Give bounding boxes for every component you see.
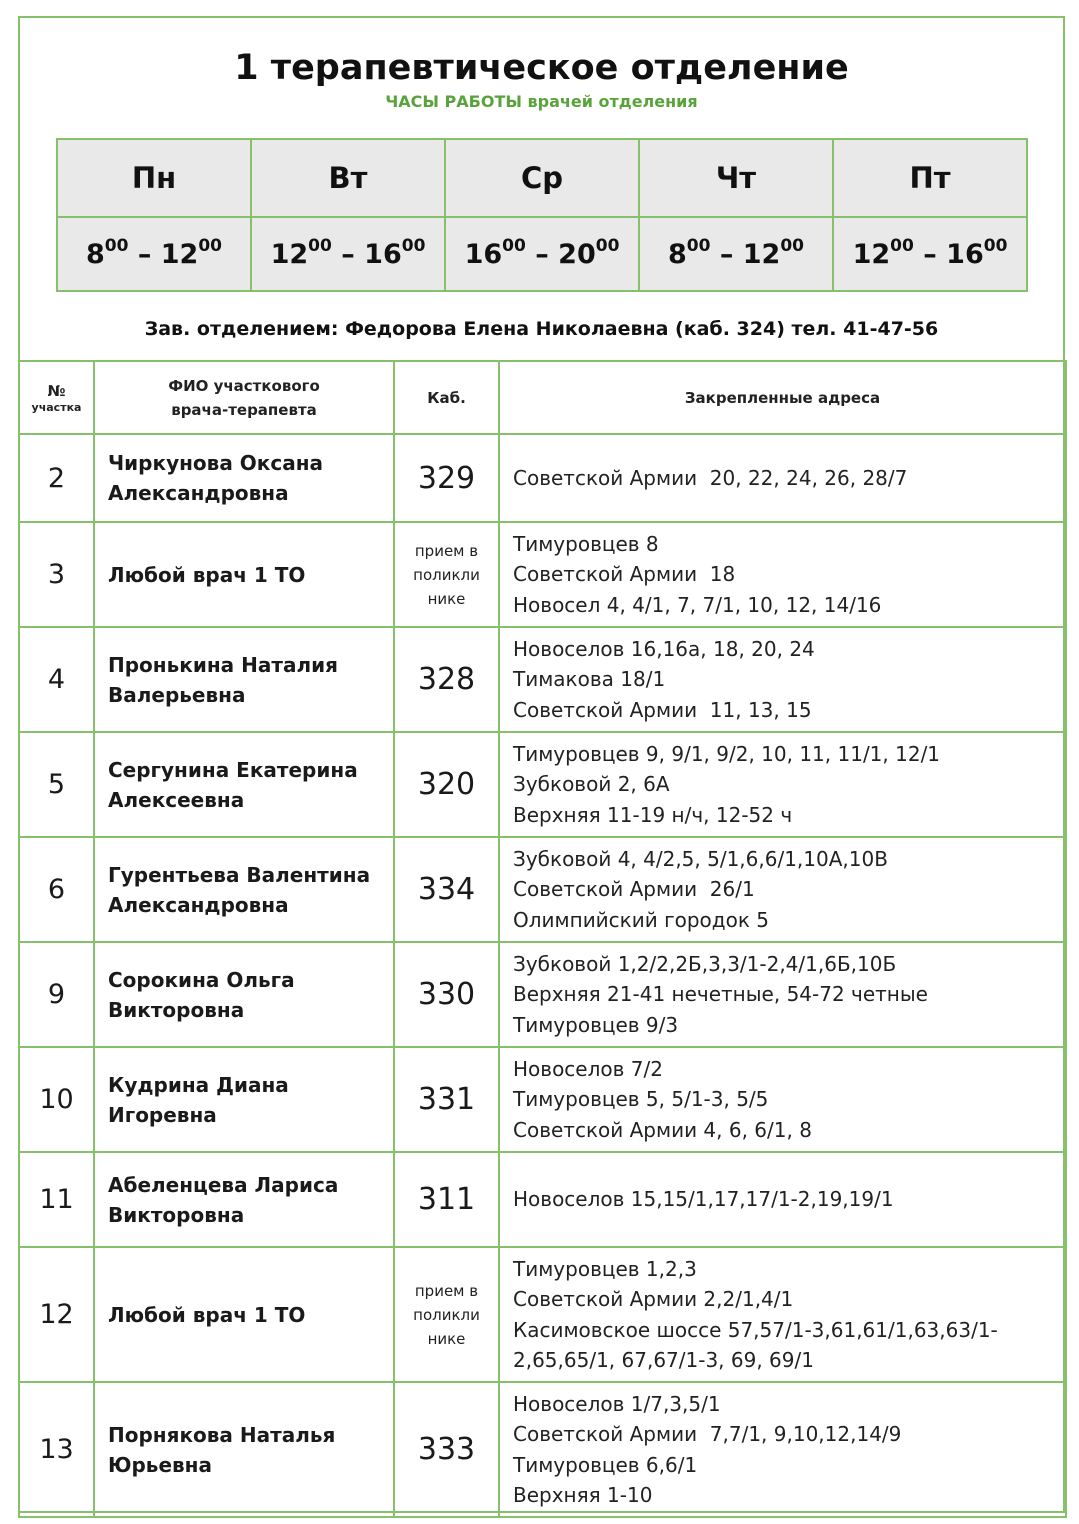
doctor-name [94, 1047, 394, 1152]
hours-end: 20 [558, 238, 596, 270]
row-number: 10 [19, 1047, 94, 1152]
table-header-row [19, 361, 1066, 434]
table-row [19, 1047, 1066, 1152]
room-number: 330 [394, 942, 499, 1047]
hours-end-sup: 00 [595, 235, 620, 256]
address-line: Тимуровцев 9, 9/1, 9/2, 10, 11, 11/1, 12/1 [513, 741, 941, 766]
address-line: Новосел 4, 4/1, 7, 7/1, 10, 12, 14/16 [513, 592, 882, 617]
hours-start: 12 [852, 238, 891, 270]
room-number: 311 [394, 1152, 499, 1247]
header [20, 18, 1063, 362]
row-number: 6 [19, 837, 94, 942]
room-number: 331 [394, 1047, 499, 1152]
hours-start-sup: 00 [308, 235, 332, 256]
day-cell: Пн [57, 139, 251, 217]
hours-start: 16 [464, 238, 503, 270]
doctor-name-line: Валерьевна [108, 682, 246, 707]
address-line: Верхняя 1-10 [513, 1483, 653, 1507]
doctor-name-line: Чиркунова Оксана [108, 451, 324, 475]
doctor-name-line: Абеленцева Лариса [108, 1172, 339, 1197]
doctor-name [94, 1247, 394, 1382]
table-row [19, 1247, 1066, 1382]
doctor-name-line: Пронькина Наталия [108, 652, 338, 677]
hours-dash: – [525, 238, 559, 270]
header-addresses: Закрепленные адреса [499, 361, 1066, 434]
assigned-addresses [499, 1152, 1066, 1247]
room-number: прием в поликли нике [394, 1247, 499, 1382]
address-line: Новоселов 15,15/1,17,17/1-2,19,19/1 [513, 1187, 894, 1212]
header-num [19, 361, 94, 434]
doctor-name [94, 434, 394, 522]
doctor-name-line: Кудрина Диана [108, 1072, 289, 1097]
hours-end: 16 [364, 238, 402, 270]
hours-dash: – [913, 238, 947, 270]
address-line: Тимуровцев 8 [513, 531, 659, 556]
doctor-name-line: Любой врач 1 ТО [108, 562, 306, 587]
table-row [19, 627, 1066, 732]
header-num-symbol: № [47, 381, 66, 400]
address-line: Советской Армии 18 [513, 562, 736, 587]
hours-end-sup: 00 [983, 235, 1008, 256]
hours-dash: – [710, 238, 743, 270]
hours-start-sup: 00 [686, 235, 711, 256]
doctor-name [94, 1152, 394, 1247]
doctor-name-line: Александровна [108, 481, 289, 505]
times-row [57, 217, 1027, 291]
doctor-name [94, 732, 394, 837]
hours-start: 8 [85, 238, 105, 270]
doctor-name [94, 837, 394, 942]
room-number: 334 [394, 837, 499, 942]
doctor-name-line: Порнякова Наталья [108, 1422, 336, 1447]
day-cell: Чт [639, 139, 833, 217]
hours-end: 12 [160, 238, 199, 270]
address-line: Тимакова 18/1 [513, 667, 666, 692]
address-line: Касимовское шоссе 57,57/1-3,61,61/1,63,63/1- [513, 1317, 998, 1342]
doctor-name-line: Викторовна [108, 1202, 245, 1227]
address-line: Новоселов 1/7,3,5/1 [513, 1391, 721, 1416]
row-number: 11 [19, 1152, 94, 1247]
doctor-name-line: Алексеевна [108, 787, 245, 812]
hours-start: 12 [270, 238, 309, 270]
doctors-table [18, 360, 1067, 1518]
row-number: 2 [19, 434, 94, 522]
doctor-name-line: Сергунина Екатерина [108, 757, 358, 782]
table-row [19, 434, 1066, 522]
table-row [19, 522, 1066, 627]
hours-cell [57, 217, 251, 291]
room-number: 329 [394, 434, 499, 522]
address-line: Новоселов 16,16а, 18, 20, 24 [513, 636, 815, 661]
hours-cell [251, 217, 445, 291]
row-number: 4 [19, 627, 94, 732]
assigned-addresses [499, 942, 1066, 1047]
hours-dash: – [128, 238, 161, 270]
hours-cell [445, 217, 639, 291]
doctor-name [94, 942, 394, 1047]
address-line: Советской Армии 26/1 [513, 877, 755, 902]
assigned-addresses [499, 1382, 1066, 1517]
doctor-name [94, 522, 394, 627]
row-number: 9 [19, 942, 94, 1047]
header-num-label: участка [31, 400, 82, 414]
hours-end-sup: 00 [198, 235, 223, 256]
address-line: Советской Армии 11, 13, 15 [513, 697, 812, 722]
address-line: Тимуровцев 9/3 [513, 1012, 679, 1037]
doctor-name [94, 1382, 394, 1517]
hours-dash: – [331, 238, 365, 270]
address-line: Верхняя 21-41 нечетные, 54-72 четные [513, 982, 928, 1007]
page-frame [18, 16, 1065, 1513]
table-row [19, 1152, 1066, 1247]
doctor-name-line: Игоревна [108, 1102, 217, 1127]
table-body [19, 434, 1066, 1517]
page-title: 1 терапевтическое отделение [234, 48, 849, 88]
room-number: 328 [394, 627, 499, 732]
doctor-name-line: Гурентьева Валентина [108, 862, 371, 887]
day-cell: Пт [833, 139, 1027, 217]
hours-start-sup: 00 [104, 235, 129, 256]
address-line: Советской Армии 20, 22, 24, 26, 28/7 [513, 465, 908, 490]
doctor-name-line: Любой врач 1 ТО [108, 1302, 306, 1327]
table-row [19, 1382, 1066, 1517]
address-line: Тимуровцев 5, 5/1-3, 5/5 [513, 1087, 769, 1112]
hours-end-sup: 00 [401, 235, 426, 256]
row-number: 5 [19, 732, 94, 837]
address-line: Советской Армии 2,2/1,4/1 [513, 1287, 794, 1311]
doctor-name-line: Александровна [108, 892, 289, 917]
address-line: Советской Армии 7,7/1, 9,10,12,14/9 [513, 1422, 902, 1446]
day-cell: Вт [251, 139, 445, 217]
doctor-name [94, 627, 394, 732]
assigned-addresses [499, 1047, 1066, 1152]
doctor-name-line: Юрьевна [108, 1452, 212, 1477]
working-hours-table [56, 138, 1028, 292]
table-row [19, 942, 1066, 1047]
assigned-addresses [499, 627, 1066, 732]
address-line: Тимуровцев 1,2,3 [513, 1256, 697, 1281]
day-cell: Ср [445, 139, 639, 217]
header-room: Каб. [394, 361, 499, 434]
address-line: Зубковой 2, 6А [513, 772, 670, 797]
head-of-department: Зав. отделением: Федорова Елена Николаевна (каб. 324) тел. 41-47-56 [144, 318, 939, 340]
row-number: 3 [19, 522, 94, 627]
address-line: Зубковой 1,2/2,2Б,3,3/1-2,4/1,6Б,10Б [513, 951, 897, 976]
address-line: Тимуровцев 6,6/1 [513, 1452, 698, 1477]
hours-end: 12 [742, 238, 781, 270]
address-line: Советской Армии 4, 6, 6/1, 8 [513, 1117, 812, 1142]
assigned-addresses [499, 837, 1066, 942]
address-line: Верхняя 11-19 н/ч, 12-52 ч [513, 802, 793, 827]
days-row [57, 139, 1027, 217]
header-doctor [94, 361, 394, 434]
hours-cell [833, 217, 1027, 291]
room-number: 320 [394, 732, 499, 837]
hours-start-sup: 00 [890, 235, 914, 256]
page-subtitle: ЧАСЫ РАБОТЫ врачей отделения [385, 92, 698, 111]
room-number: 333 [394, 1382, 499, 1517]
doctor-name-line: Сорокина Ольга [108, 967, 295, 992]
row-number: 13 [19, 1382, 94, 1517]
room-number: прием в поликли нике [394, 522, 499, 627]
table-row [19, 837, 1066, 942]
hours-cell [639, 217, 833, 291]
row-number: 12 [19, 1247, 94, 1382]
assigned-addresses [499, 1247, 1066, 1382]
doctor-name-line: Викторовна [108, 997, 245, 1022]
assigned-addresses [499, 434, 1066, 522]
header-doctor-line1: ФИО участкового [168, 376, 320, 395]
hours-end: 16 [946, 238, 984, 270]
address-line: 2,65,65/1, 67,67/1-3, 69, 69/1 [513, 1348, 814, 1372]
table-row [19, 732, 1066, 837]
hours-start-sup: 00 [502, 235, 526, 256]
hours-start: 8 [667, 238, 687, 270]
header-doctor-line2: врача-терапевта [171, 400, 317, 419]
address-line: Зубковой 4, 4/2,5, 5/1,6,6/1,10А,10В [513, 846, 888, 871]
assigned-addresses [499, 522, 1066, 627]
assigned-addresses [499, 732, 1066, 837]
address-line: Олимпийский городок 5 [513, 907, 770, 932]
address-line: Новоселов 7/2 [513, 1056, 663, 1081]
hours-end-sup: 00 [780, 235, 805, 256]
